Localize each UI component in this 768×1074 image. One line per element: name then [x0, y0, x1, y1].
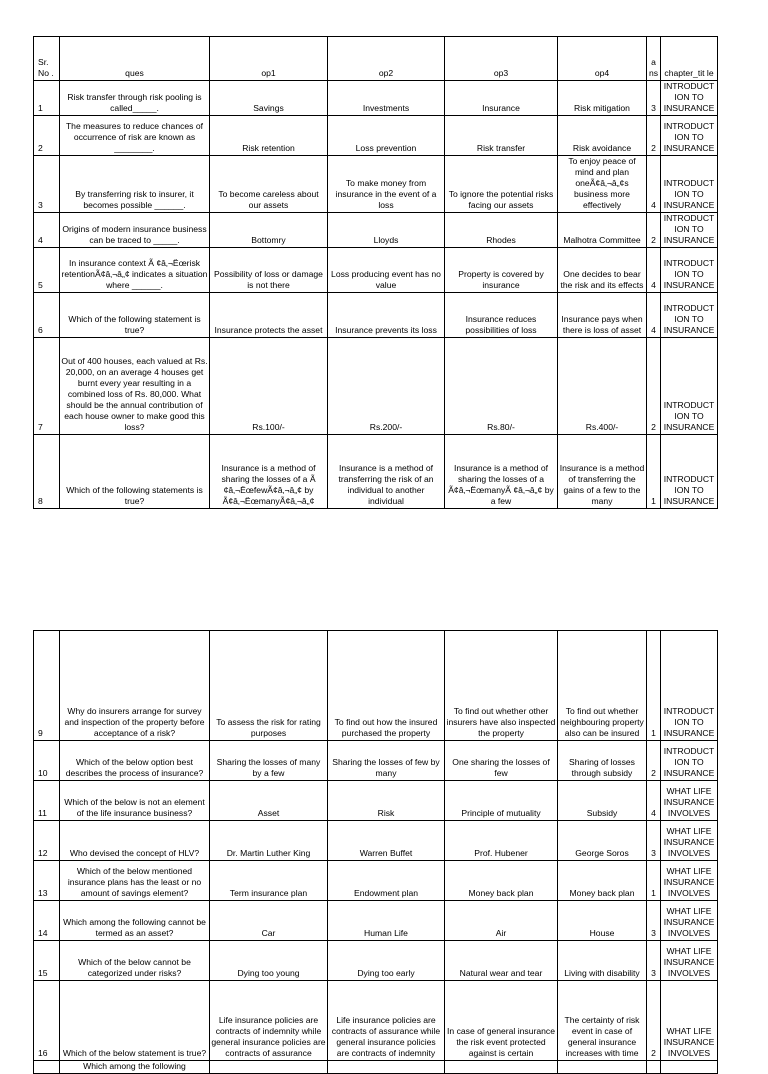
cell-op3 — [445, 1061, 558, 1074]
cell-ques: Which of the below is not an element of the life insurance business? — [60, 781, 210, 821]
table-row — [34, 981, 718, 1061]
cell-op4: Sharing of losses through subsidy — [558, 741, 647, 781]
cell-sr: 11 — [34, 781, 60, 821]
cell-chapter: INTRODUCT ION TO INSURANCE — [661, 213, 718, 248]
cell-op4 — [558, 1061, 647, 1074]
cell-op1: Bottomry — [210, 213, 328, 248]
cell-ans: 2 — [647, 981, 661, 1061]
cell-op3: Rhodes — [445, 213, 558, 248]
cell-chapter: WHAT LIFE INSURANCE INVOLVES — [661, 901, 718, 941]
cell-op3: Prof. Hubener — [445, 821, 558, 861]
table-row — [34, 156, 718, 213]
cell-chapter: INTRODUCT ION TO INSURANCE — [661, 338, 718, 435]
cell-op1: Life insurance policies are contracts of indemnity while general insurance policies are contracts of assurance — [210, 981, 328, 1061]
cell-op2: Insurance prevents its loss — [328, 293, 445, 338]
cell-chapter: WHAT LIFE INSURANCE INVOLVES — [661, 941, 718, 981]
cell-op1: Insurance protects the asset — [210, 293, 328, 338]
cell-op2: Human Life — [328, 901, 445, 941]
cell-op4: Money back plan — [558, 861, 647, 901]
cell-op1: Dying too young — [210, 941, 328, 981]
cell-chapter: INTRODUCT ION TO INSURANCE — [661, 293, 718, 338]
table-row — [34, 435, 718, 509]
cell-sr: 10 — [34, 741, 60, 781]
cell-ques: Who devised the concept of HLV? — [60, 821, 210, 861]
cell-ques: Why do insurers arrange for survey and inspection of the property before acceptance of a risk? — [60, 631, 210, 741]
cell-sr: 6 — [34, 293, 60, 338]
cell-op3: One sharing the losses of few — [445, 741, 558, 781]
cell-chapter: INTRODUCT ION TO INSURANCE — [661, 741, 718, 781]
cell-op1: Possibility of loss or damage is not there — [210, 248, 328, 293]
cell-chapter: INTRODUCT ION TO INSURANCE — [661, 81, 718, 116]
cell-op1: To become careless about our assets — [210, 156, 328, 213]
cell-op4: Insurance is a method of transferring the gains of a few to the many — [558, 435, 647, 509]
cell-op2: To make money from insurance in the event of a loss — [328, 156, 445, 213]
cell-ques: In insurance context Ã ¢â‚¬Ëœrisk retentionÃ¢â‚¬â„¢ indicates a situation where ______. — [60, 248, 210, 293]
cell-sr: 1 — [34, 81, 60, 116]
cell-op2: Lloyds — [328, 213, 445, 248]
cell-op1: Term insurance plan — [210, 861, 328, 901]
cell-ques: The measures to reduce chances of occurrence of risk are known as ________. — [60, 116, 210, 156]
cell-ques: Which of the following statement is true? — [60, 293, 210, 338]
cell-ans: 3 — [647, 81, 661, 116]
header-ans: a ns — [647, 37, 661, 81]
header-op2: op2 — [328, 37, 445, 81]
cell-chapter: INTRODUCT ION TO INSURANCE — [661, 631, 718, 741]
cell-ans: 3 — [647, 941, 661, 981]
cell-chapter: WHAT LIFE INSURANCE INVOLVES — [661, 821, 718, 861]
cell-op1: To assess the risk for rating purposes — [210, 631, 328, 741]
cell-op1: Risk retention — [210, 116, 328, 156]
questions-table-1 — [33, 36, 718, 509]
cell-ques: Out of 400 houses, each valued at Rs. 20,000, on an average 4 houses get burnt every year resulting in a combined loss of Rs. 80,000. What should be the annual contribution of each house owner to make good this loss? — [60, 338, 210, 435]
cell-ques: By transferring risk to insurer, it becomes possible ______. — [60, 156, 210, 213]
cell-ans: 4 — [647, 156, 661, 213]
cell-ans: 2 — [647, 213, 661, 248]
table-row — [34, 248, 718, 293]
cell-chapter — [661, 1061, 718, 1074]
cell-op3: In case of general insurance the risk event protected against is certain — [445, 981, 558, 1061]
cell-sr: 16 — [34, 981, 60, 1061]
cell-sr: 12 — [34, 821, 60, 861]
table-row-partial — [34, 1061, 718, 1074]
cell-ques: Which of the below option best describes the process of insurance? — [60, 741, 210, 781]
cell-ans: 3 — [647, 821, 661, 861]
cell-op2: Loss prevention — [328, 116, 445, 156]
cell-sr: 8 — [34, 435, 60, 509]
table-row — [34, 116, 718, 156]
header-op1: op1 — [210, 37, 328, 81]
cell-op4: One decides to bear the risk and its effects — [558, 248, 647, 293]
cell-op4: Risk avoidance — [558, 116, 647, 156]
cell-op4: George Soros — [558, 821, 647, 861]
cell-op3: To find out whether other insurers have also inspected the property — [445, 631, 558, 741]
cell-sr — [34, 1061, 60, 1074]
cell-ans: 4 — [647, 293, 661, 338]
cell-op3: Insurance reduces possibilities of loss — [445, 293, 558, 338]
cell-op1: Sharing the losses of many by a few — [210, 741, 328, 781]
cell-op3: Insurance — [445, 81, 558, 116]
cell-ques: Which among the following cannot be termed as an asset? — [60, 901, 210, 941]
cell-op3: Principle of mutuality — [445, 781, 558, 821]
header-chapter: chapter_tit le — [661, 37, 718, 81]
cell-op2: Sharing the losses of few by many — [328, 741, 445, 781]
table-row — [34, 741, 718, 781]
cell-op3: Natural wear and tear — [445, 941, 558, 981]
table-row — [34, 901, 718, 941]
cell-op3: Air — [445, 901, 558, 941]
table-row — [34, 631, 718, 741]
cell-op2: Endowment plan — [328, 861, 445, 901]
cell-ques: Origins of modern insurance business can be traced to _____. — [60, 213, 210, 248]
header-sr: Sr. No . — [34, 37, 60, 81]
cell-ques: Which of the following statements is true? — [60, 435, 210, 509]
cell-op1: Insurance is a method of sharing the losses of a Ã ¢â‚¬ËœfewÃ¢â‚¬â„¢ by Ã¢â‚¬ËœmanyÃ¢â‚¬â„¢ — [210, 435, 328, 509]
table-row — [34, 338, 718, 435]
cell-op2: Dying too early — [328, 941, 445, 981]
cell-ans: 1 — [647, 435, 661, 509]
cell-op2: Rs.200/- — [328, 338, 445, 435]
cell-ques: Which of the below statement is true? — [60, 981, 210, 1061]
cell-ans: 1 — [647, 861, 661, 901]
cell-op4: To find out whether neighbouring property also can be insured — [558, 631, 647, 741]
cell-op2: Investments — [328, 81, 445, 116]
cell-op2: Life insurance policies are contracts of assurance while general insurance policies are contracts of indemnity — [328, 981, 445, 1061]
cell-op2: Warren Buffet — [328, 821, 445, 861]
cell-ans: 4 — [647, 781, 661, 821]
cell-op1: Car — [210, 901, 328, 941]
cell-chapter: WHAT LIFE INSURANCE INVOLVES — [661, 981, 718, 1061]
cell-chapter: INTRODUCT ION TO INSURANCE — [661, 156, 718, 213]
cell-sr: 9 — [34, 631, 60, 741]
cell-op4: Subsidy — [558, 781, 647, 821]
cell-op2: Risk — [328, 781, 445, 821]
cell-chapter: INTRODUCT ION TO INSURANCE — [661, 116, 718, 156]
cell-op3: Rs.80/- — [445, 338, 558, 435]
cell-op4: House — [558, 901, 647, 941]
cell-op1: Asset — [210, 781, 328, 821]
cell-op3: Risk transfer — [445, 116, 558, 156]
cell-sr: 14 — [34, 901, 60, 941]
cell-op4: Insurance pays when there is loss of asset — [558, 293, 647, 338]
table-row — [34, 293, 718, 338]
cell-ans — [647, 1061, 661, 1074]
cell-op1: Rs.100/- — [210, 338, 328, 435]
header-op3: op3 — [445, 37, 558, 81]
cell-ans: 3 — [647, 901, 661, 941]
cell-op3: Insurance is a method of sharing the losses of a Ã¢â‚¬ËœmanyÃ ¢â‚¬â„¢ by a few — [445, 435, 558, 509]
cell-ans: 2 — [647, 116, 661, 156]
table-row — [34, 213, 718, 248]
cell-op4: The certainty of risk event in case of general insurance increases with time — [558, 981, 647, 1061]
cell-sr: 4 — [34, 213, 60, 248]
cell-ques: Risk transfer through risk pooling is called_____. — [60, 81, 210, 116]
cell-sr: 7 — [34, 338, 60, 435]
table-row — [34, 861, 718, 901]
cell-op2: To find out how the insured purchased the property — [328, 631, 445, 741]
cell-ques: Which of the below mentioned insurance plans has the least or no amount of savings element? — [60, 861, 210, 901]
cell-op4: Living with disability — [558, 941, 647, 981]
table-row — [34, 941, 718, 981]
cell-op1: Dr. Martin Luther King — [210, 821, 328, 861]
cell-op3: Money back plan — [445, 861, 558, 901]
cell-op2 — [328, 1061, 445, 1074]
header-op4: op4 — [558, 37, 647, 81]
cell-ans: 2 — [647, 338, 661, 435]
cell-sr: 5 — [34, 248, 60, 293]
cell-op3: To ignore the potential risks facing our assets — [445, 156, 558, 213]
cell-op2: Insurance is a method of transferring the risk of an individual to another individual — [328, 435, 445, 509]
cell-chapter: INTRODUCT ION TO INSURANCE — [661, 435, 718, 509]
cell-ans: 2 — [647, 741, 661, 781]
cell-op4: Malhotra Committee — [558, 213, 647, 248]
cell-op1 — [210, 1061, 328, 1074]
cell-op4: Risk mitigation — [558, 81, 647, 116]
table-row — [34, 781, 718, 821]
header-row — [34, 37, 718, 81]
cell-chapter: WHAT LIFE INSURANCE INVOLVES — [661, 861, 718, 901]
table-row — [34, 81, 718, 116]
cell-op1: Savings — [210, 81, 328, 116]
cell-op4: To enjoy peace of mind and plan oneÃ¢â‚¬â„¢s business more effectively — [558, 156, 647, 213]
cell-op4: Rs.400/- — [558, 338, 647, 435]
cell-chapter: WHAT LIFE INSURANCE INVOLVES — [661, 781, 718, 821]
cell-sr: 15 — [34, 941, 60, 981]
table-row — [34, 821, 718, 861]
cell-ques: Which among the following — [60, 1061, 210, 1074]
header-ques: ques — [60, 37, 210, 81]
cell-chapter: INTRODUCT ION TO INSURANCE — [661, 248, 718, 293]
cell-sr: 3 — [34, 156, 60, 213]
cell-sr: 2 — [34, 116, 60, 156]
cell-op3: Property is covered by insurance — [445, 248, 558, 293]
cell-ques: Which of the below cannot be categorized under risks? — [60, 941, 210, 981]
questions-table-2 — [33, 630, 718, 1074]
cell-ans: 1 — [647, 631, 661, 741]
cell-sr: 13 — [34, 861, 60, 901]
cell-ans: 4 — [647, 248, 661, 293]
cell-op2: Loss producing event has no value — [328, 248, 445, 293]
